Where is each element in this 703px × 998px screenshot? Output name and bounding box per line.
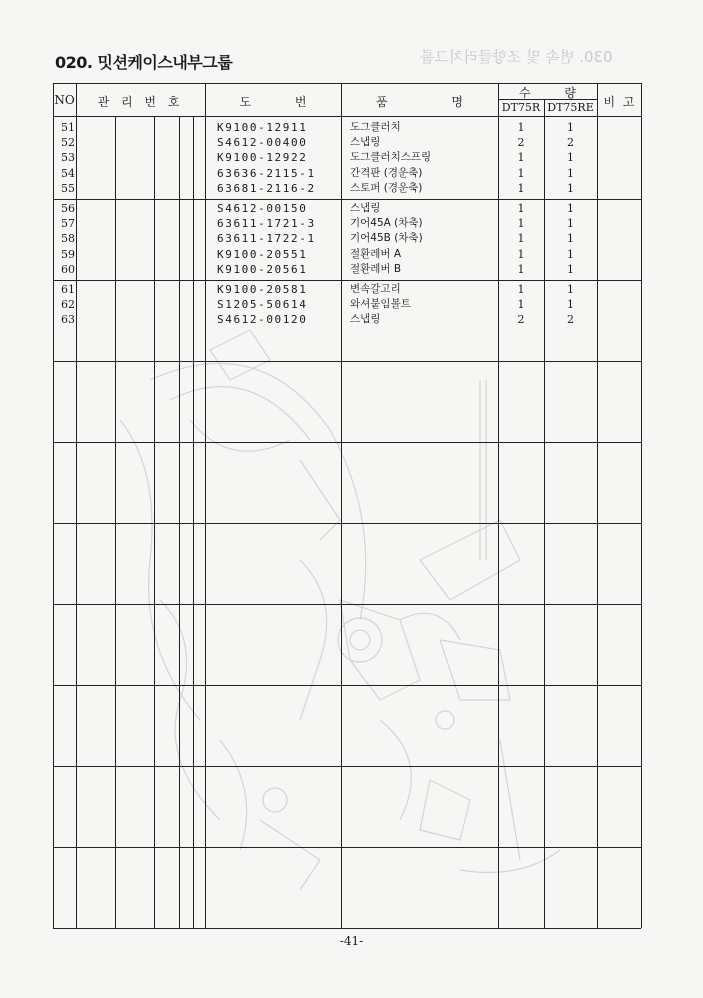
header-note: 비 고 [603, 95, 635, 109]
row-qty-dt75re: 1 [567, 182, 574, 195]
row-drawing-number: S4612-00150 [217, 202, 308, 215]
row-qty-dt75r: 1 [517, 248, 525, 261]
row-drawing-number: 63636-2115-1 [217, 167, 316, 180]
parts-table [53, 83, 641, 928]
row-part-name: 기어45A (차축) [350, 217, 423, 229]
row-no: 61 [61, 283, 75, 296]
row-qty-dt75r: 1 [517, 202, 525, 215]
row-qty-dt75r: 1 [517, 232, 525, 245]
row-qty-dt75r: 1 [517, 167, 525, 180]
header-model-dt75r: DT75R [501, 101, 541, 114]
row-drawing-number: S4612-00400 [217, 136, 308, 149]
row-part-name: 스냅링 [350, 202, 381, 214]
row-part-name: 스냅링 [350, 136, 381, 148]
row-qty-dt75r: 1 [517, 121, 525, 134]
row-qty-dt75r: 1 [517, 298, 525, 311]
row-no: 60 [61, 263, 75, 276]
row-part-name: 기어45B (차축) [350, 232, 423, 244]
row-part-name: 스냅링 [350, 313, 381, 325]
row-drawing-number: K9100-20581 [217, 283, 308, 296]
header-part-name: 품 명 [376, 95, 463, 109]
row-qty-dt75re: 1 [567, 263, 574, 276]
row-no: 55 [61, 182, 75, 195]
row-qty-dt75r: 1 [517, 263, 525, 276]
row-no: 56 [61, 202, 75, 215]
row-qty-dt75r: 1 [517, 151, 525, 164]
row-qty-dt75re: 1 [567, 232, 574, 245]
row-drawing-number: S1205-50614 [217, 298, 308, 311]
row-drawing-number: 63681-2116-2 [217, 182, 316, 195]
row-part-name: 도그클러치스프링 [350, 151, 432, 163]
row-part-name: 도그클러치 [350, 121, 401, 133]
row-qty-dt75re: 1 [567, 167, 574, 180]
header-management-number: 관 리 번 호 [97, 95, 184, 109]
row-no: 52 [61, 136, 75, 149]
header-model-dt75re: DT75RE [547, 101, 594, 114]
bleed-through-title: 030. 변속 및 조향클러치그룹 [420, 48, 613, 66]
header-drawing-number: 도 번 [239, 95, 307, 109]
header-quantity: 수 량 [519, 86, 576, 100]
row-drawing-number: 63611-1722-1 [217, 232, 316, 245]
row-qty-dt75r: 1 [517, 283, 525, 296]
header-no: NO [54, 93, 75, 107]
row-qty-dt75r: 1 [517, 217, 525, 230]
row-part-name: 간격판 (경운축) [350, 167, 423, 179]
row-part-name: 스토퍼 (경운축) [350, 182, 423, 194]
row-no: 58 [61, 232, 75, 245]
row-no: 51 [61, 121, 75, 134]
row-drawing-number: S4612-00120 [217, 313, 308, 326]
row-qty-dt75re: 1 [567, 121, 574, 134]
row-qty-dt75re: 1 [567, 298, 574, 311]
row-no: 53 [61, 151, 75, 164]
row-drawing-number: K9100-12911 [217, 121, 308, 134]
row-part-name: 절환레버 A [350, 248, 402, 260]
row-part-name: 절환레버 B [350, 263, 402, 275]
row-qty-dt75r: 2 [517, 136, 525, 149]
page-title: 020. 밋션케이스내부그룹 [55, 53, 233, 72]
row-no: 54 [61, 167, 75, 180]
row-qty-dt75re: 1 [567, 248, 574, 261]
row-qty-dt75r: 1 [517, 182, 525, 195]
row-qty-dt75re: 1 [567, 202, 574, 215]
row-no: 63 [61, 313, 75, 326]
row-qty-dt75re: 1 [567, 283, 574, 296]
page-number: -41- [339, 934, 364, 948]
row-qty-dt75r: 2 [517, 313, 525, 326]
row-no: 59 [61, 248, 75, 261]
row-no: 62 [61, 298, 75, 311]
row-part-name: 변속갈고리 [350, 283, 401, 295]
row-no: 57 [61, 217, 75, 230]
row-qty-dt75re: 1 [567, 217, 574, 230]
row-drawing-number: K9100-20551 [217, 248, 308, 261]
row-qty-dt75re: 1 [567, 151, 574, 164]
row-qty-dt75re: 2 [567, 136, 574, 149]
row-drawing-number: K9100-12922 [217, 151, 308, 164]
row-drawing-number: 63611-1721-3 [217, 217, 316, 230]
row-qty-dt75re: 2 [567, 313, 574, 326]
row-part-name: 와셔붙임볼트 [350, 298, 411, 310]
row-drawing-number: K9100-20561 [217, 263, 308, 276]
